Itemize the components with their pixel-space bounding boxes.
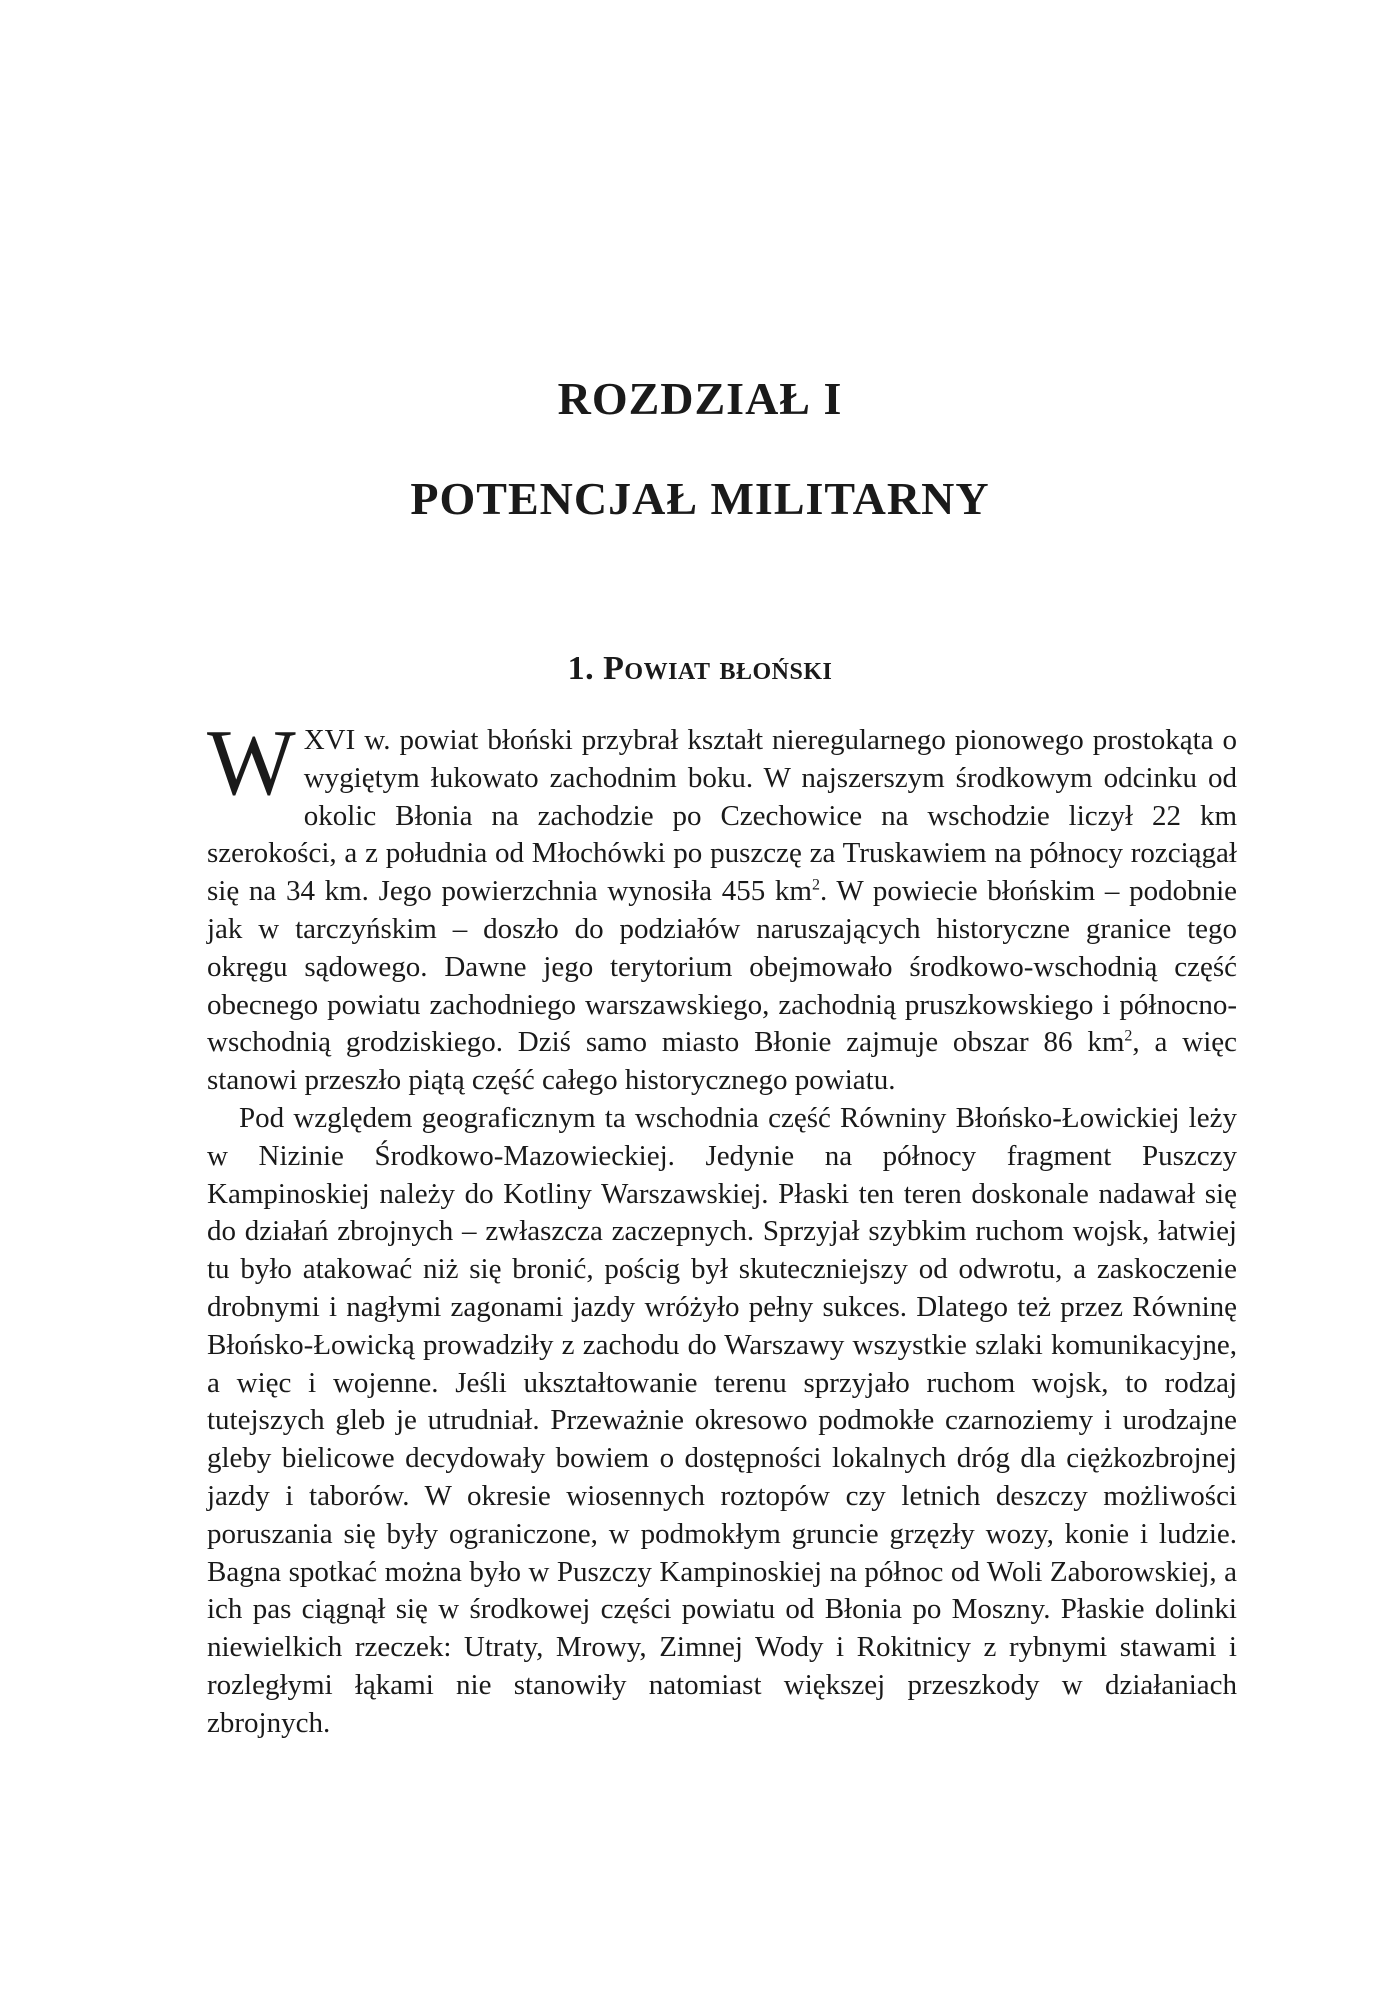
- chapter-title: POTENCJAŁ MILITARNY: [410, 473, 990, 524]
- paragraph-2: Pod względem geograficznym ta wschodnia część Równiny Błońsko-Łowickiej leży w Nizinie Środkowo-Mazowieckiej. Jedynie na północy fragment Puszczy Kampinoskiej należy do Kotliny Warszawskiej. Płaski ten teren doskonale nadawał się do działań zbrojnych – zwłaszcza zaczepnych. Sprzyjał szybkim ruchom wojsk, łatwiej tu było atakować niż się bronić, pościg był skuteczniejszy od odwrotu, a zaskoczenie drobnymi i nagłymi zagonami jazdy wróżyło pełny sukces. Dlatego też przez Równinę Błońsko-Łowicką prowadziły z zachodu do Warszawy wszystkie szlaki komunikacyjne, a więc i wojenne. Jeśli ukształtowanie terenu sprzyjało ruchom wojsk, to rodzaj tutejszych gleb je utrudniał. Przeważnie okresowo podmokłe czarnoziemy i urodzajne gleby bielicowe decydowały bowiem o dostępności lokalnych dróg dla ciężkozbrojnej jazdy i taborów. W okresie wiosennych roztopów czy letnich deszczy możliwości poruszania się były ograniczone, w podmokłym gruncie grzęzły wozy, konie i ludzie. Bagna spotkać można było w Puszczy Kampinoskiej na północ od Woli Zaborowskiej, a ich pas ciągnął się w środkowej części powiatu od Błonia po Moszny. Płaskie dolinki niewielkich rzeczek: Utraty, Mrowy, Zimnej Wody i Rokitnicy z rybnymi stawami i rozległymi łąkami nie stanowiły natomiast większej przeszkody w działaniach zbrojnych.: [207, 1101, 1237, 1739]
- paragraph-1: [207, 711, 1237, 1100]
- superscript: 2: [811, 876, 820, 894]
- paragraph-text: , a więc stanowi przeszło piątą część całego historycznego powiatu.: [207, 1026, 1237, 1097]
- paragraph-text: XVI w. powiat błoński przybrał kształt nieregularnego pionowego prostokąta o wygiętym łukowato zachodnim boku. W najszerszym środkowym odcinku od okolic Błonia na zachodzie po Czechowice na wschodzie liczył 22 km szerokości, a z południa od Młochówki po puszczę za Truskawiem na północy rozciągał się na 34 km. Jego powierzchnia wynosiła 455 km: [207, 724, 1237, 908]
- body-text: [207, 711, 1237, 1743]
- superscript: 2: [1124, 1027, 1133, 1045]
- section-title: 1. Powiat błoński: [567, 650, 833, 687]
- drop-cap: W: [207, 711, 296, 815]
- paragraph-text: . W powiecie błońskim – podobnie jak w tarczyńskim – doszło do podziałów naruszających historyczne granice tego okręgu sądowego. Dawne jego terytorium obejmowało środkowo-wschodnią część obecnego powiatu zachodniego warszawskiego, zachodnią pruszkowskiego i północno-wschodnią grodziskiego. Dziś samo miasto Błonie zajmuje obszar 86 km: [207, 875, 1237, 1059]
- chapter-number: ROZDZIAŁ I: [557, 373, 843, 424]
